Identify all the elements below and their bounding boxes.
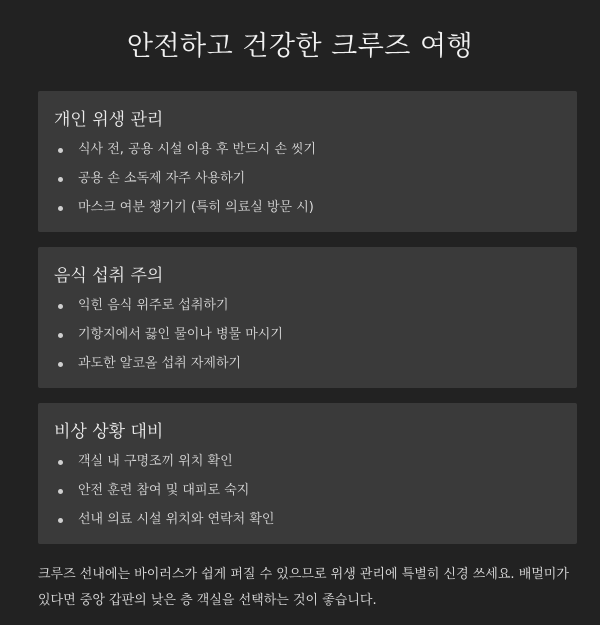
bullet-icon	[58, 148, 63, 153]
section-card-hygiene	[38, 91, 577, 232]
list-item-text: 안전 훈련 참여 및 대피로 숙지	[78, 483, 250, 498]
list-item	[54, 325, 561, 354]
list-item	[54, 296, 561, 325]
bullet-icon	[58, 489, 63, 494]
list-item-text: 익힌 음식 위주로 섭취하기	[78, 298, 229, 313]
list-item	[54, 140, 561, 169]
list-item-text: 객실 내 구명조끼 위치 확인	[78, 454, 233, 469]
list-item-text: 공용 손 소독제 자주 사용하기	[78, 171, 246, 186]
section-title: 음식 섭취 주의	[54, 266, 164, 286]
bullet-icon	[58, 362, 63, 367]
bullet-icon	[58, 177, 63, 182]
section-card-emergency	[38, 403, 577, 544]
list-item	[54, 198, 561, 227]
list-item	[54, 354, 561, 383]
bullet-icon	[58, 518, 63, 523]
section-title: 비상 상황 대비	[54, 422, 164, 442]
list-item	[54, 452, 561, 481]
list-item	[54, 169, 561, 198]
list-item-text: 선내 의료 시설 위치와 연락처 확인	[78, 512, 275, 527]
bullet-icon	[58, 460, 63, 465]
section-card-food	[38, 247, 577, 388]
list-item-text: 식사 전, 공용 시설 이용 후 반드시 손 씻기	[78, 142, 317, 157]
bullet-icon	[58, 206, 63, 211]
footer-note: 크루즈 선내에는 바이러스가 쉽게 퍼질 수 있으므로 위생 관리에 특별히 신경 쓰세요. 배멀미가 있다면 중앙 갑판의 낮은 층 객실을 선택하는 것이 좋습니다.	[38, 567, 569, 608]
list-item-text: 기항지에서 끓인 물이나 병물 마시기	[78, 327, 283, 342]
bullet-icon	[58, 304, 63, 309]
list-item-text: 마스크 여분 챙기기 (특히 의료실 방문 시)	[78, 200, 314, 215]
list-item-text: 과도한 알코올 섭취 자제하기	[78, 356, 242, 371]
section-list	[54, 296, 561, 383]
section-list	[54, 140, 561, 227]
list-item	[54, 510, 561, 539]
page-title: 안전하고 건강한 크루즈 여행	[126, 31, 474, 62]
list-item	[54, 481, 561, 510]
section-title: 개인 위생 관리	[54, 110, 164, 130]
bullet-icon	[58, 333, 63, 338]
section-list	[54, 452, 561, 539]
